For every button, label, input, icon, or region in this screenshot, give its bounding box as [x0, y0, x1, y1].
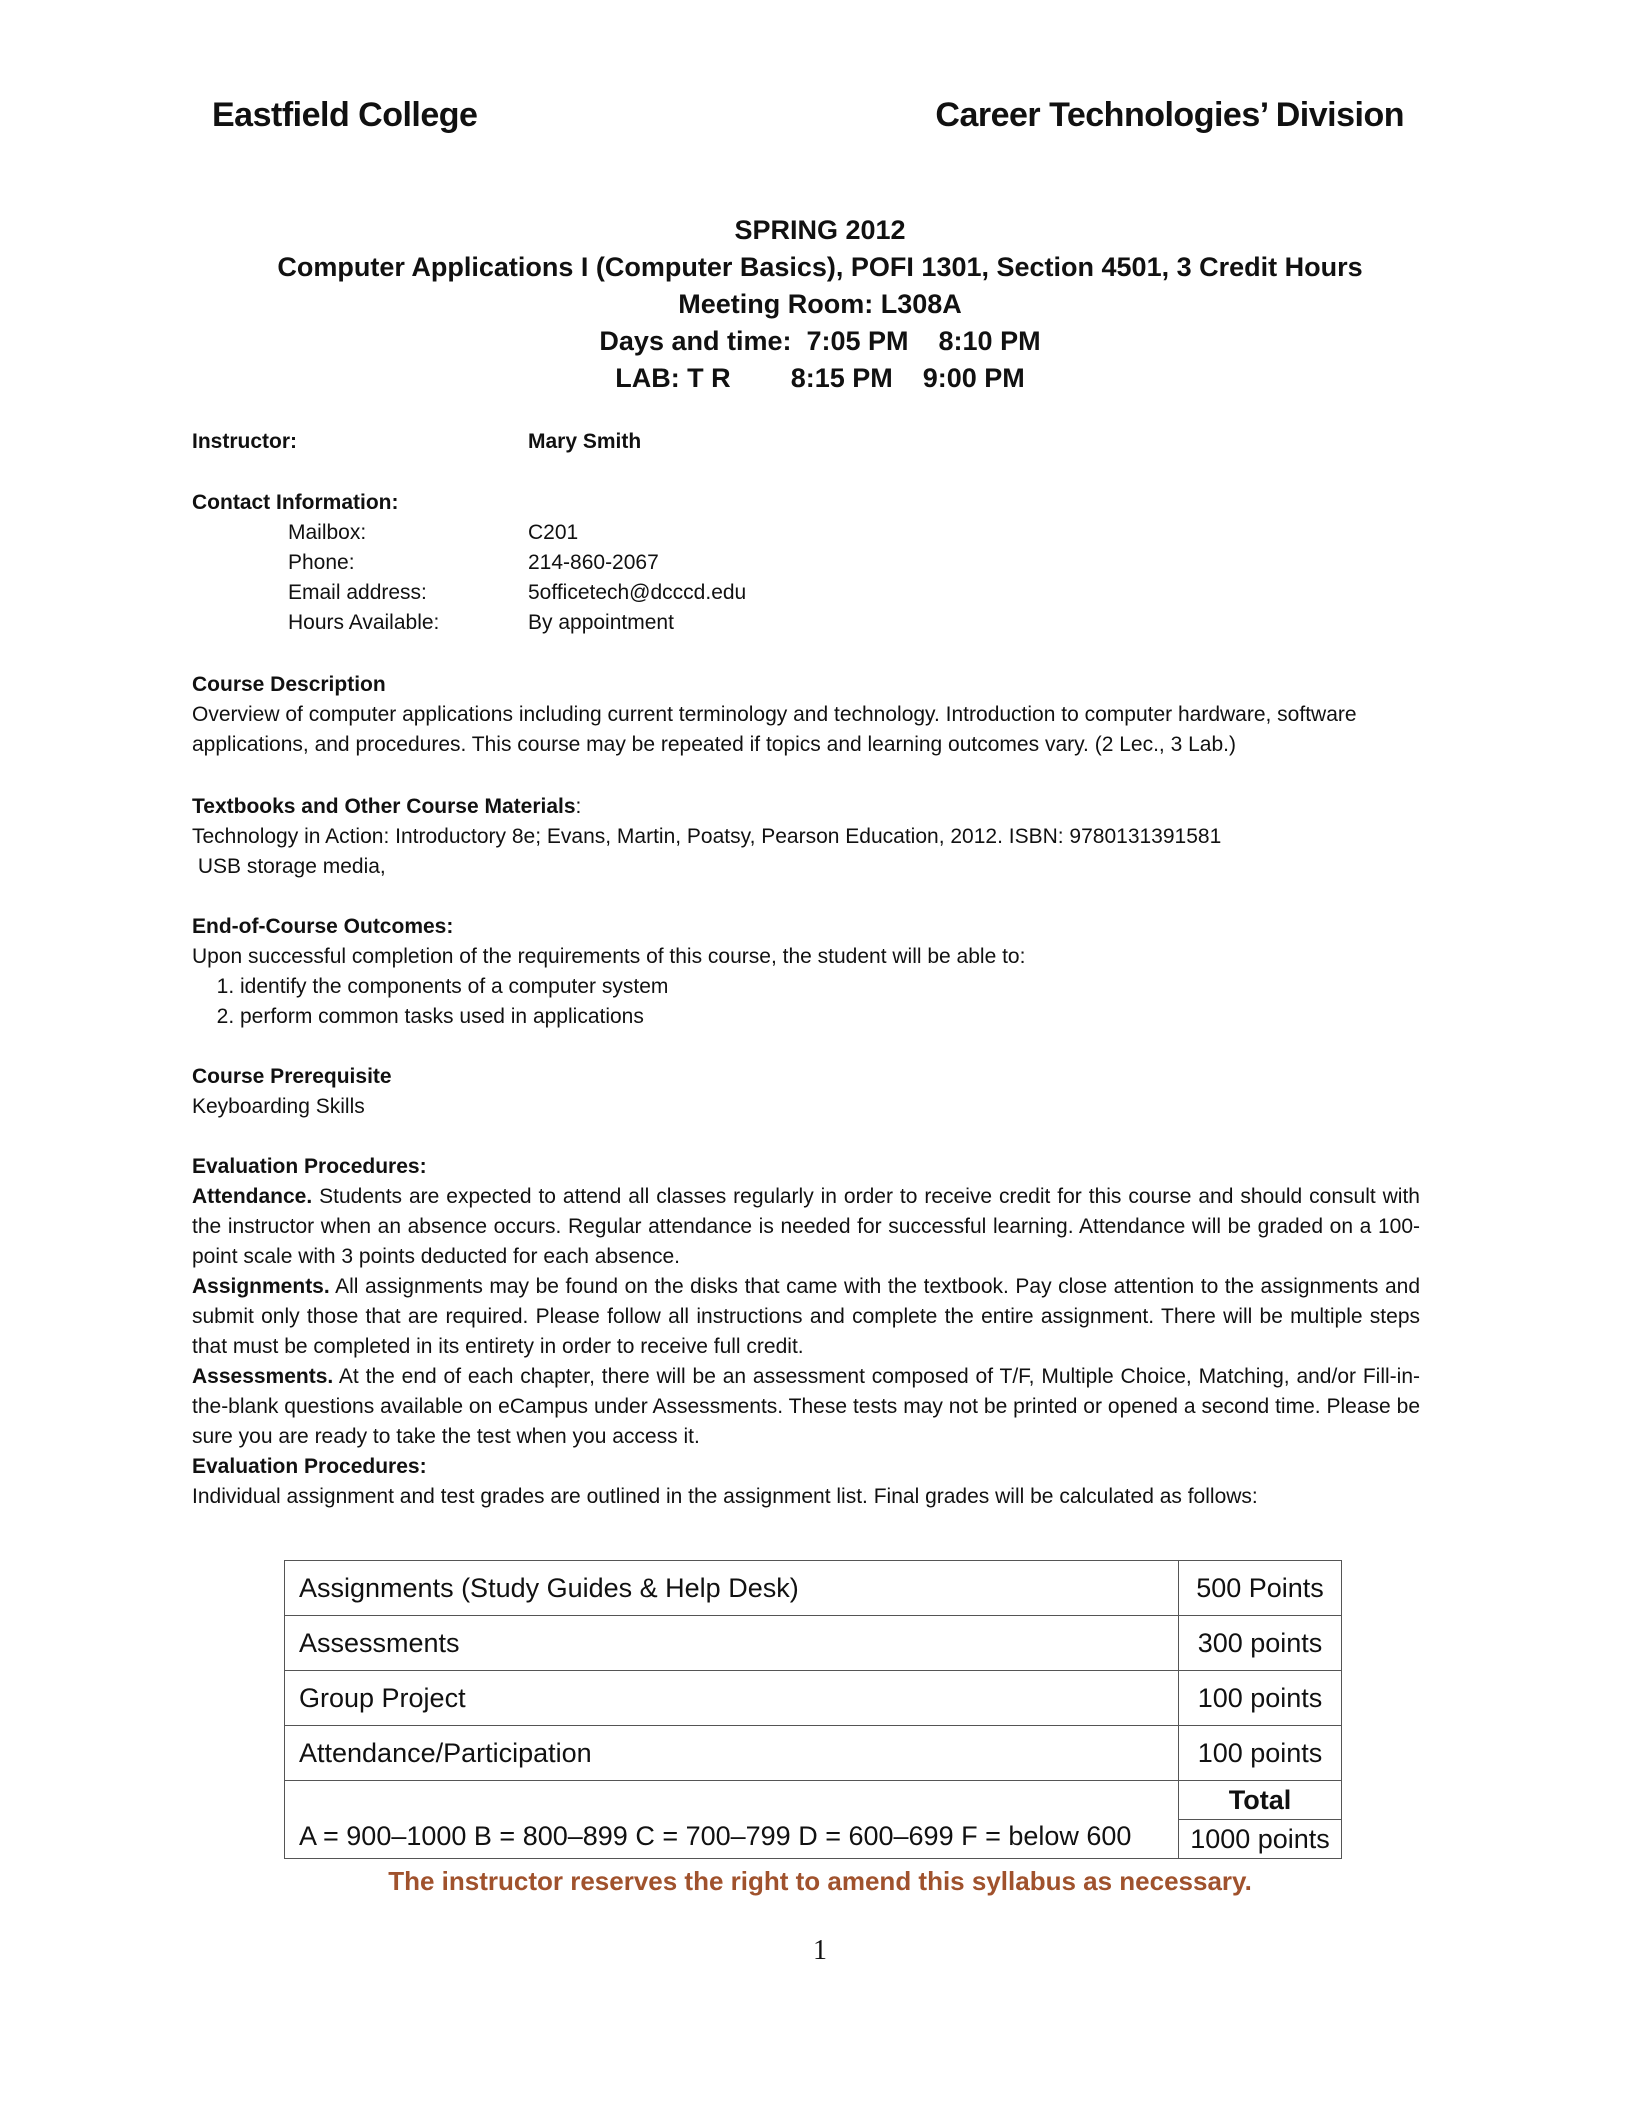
- instructor-label: Instructor:: [192, 430, 297, 453]
- lab-time: LAB: T R 8:15 PM 9:00 PM: [615, 363, 1025, 393]
- grade-points: 300 points: [1179, 1616, 1342, 1671]
- course-description-heading: Course Description: [192, 673, 386, 696]
- table-row: [285, 1781, 1342, 1820]
- course-title-block: [0, 212, 1640, 397]
- course-description-text: Overview of computer applications including current terminology and technology. Introduction to computer hardware, software applications, and procedures. This course may be repeated if topics and learning outcomes vary. (2 Lec., 3 Lab.): [192, 703, 1357, 756]
- college-name: Eastfield College: [212, 96, 478, 134]
- prerequisite-section: [192, 1062, 1452, 1122]
- contact-row-phone: Phone: 214-860-2067: [288, 551, 659, 574]
- evaluation-section: [192, 1152, 1420, 1512]
- division-name: Career Technologies’ Division: [935, 96, 1404, 134]
- assignments-paragraph: Assignments. All assignments may be found on the disks that came with the textbook. Pay close attention to the assignments and submit only those that are required. Please follow all instructions and complete the entire assignment. There will be multiple steps that must be completed in its entirety in order to receive full credit.: [192, 1275, 1420, 1358]
- total-label: Total: [1179, 1781, 1342, 1820]
- grade-item: Group Project: [285, 1671, 1179, 1726]
- meeting-room: Meeting Room: L308A: [678, 289, 962, 319]
- prerequisite-heading: Course Prerequisite: [192, 1065, 392, 1088]
- table-row: [285, 1616, 1342, 1671]
- grade-scale: A = 900–1000 B = 800–899 C = 700–799 D = 600–699 F = below 600: [285, 1781, 1179, 1859]
- term: SPRING 2012: [734, 215, 906, 245]
- outcome-item: 2. perform common tasks used in applications: [240, 1002, 1452, 1032]
- contact-row-mailbox: Mailbox: C201: [288, 521, 579, 544]
- grade-points: 100 points: [1179, 1671, 1342, 1726]
- grade-points: 100 points: [1179, 1726, 1342, 1781]
- contact-row-hours: Hours Available: By appointment: [288, 611, 674, 634]
- total-points: 1000 points: [1179, 1820, 1342, 1859]
- storage-media-line: USB storage media,: [192, 855, 386, 878]
- course-description-section: [192, 670, 1452, 760]
- table-row: [285, 1561, 1342, 1616]
- grade-table: [284, 1560, 1342, 1859]
- email-link[interactable]: 5officetech@dcccd.edu: [528, 581, 747, 604]
- amend-notice: The instructor reserves the right to amend this syllabus as necessary.: [388, 1866, 1252, 1896]
- contact-row-email: Email address: 5officetech@dcccd.edu: [288, 581, 747, 604]
- attendance-paragraph: Attendance. Students are expected to attend all classes regularly in order to receive credit for this course and should consult with the instructor when an absence occurs. Regular attendance is needed for successful learning. Attendance will be graded on a 100-point scale with 3 points deducted for each absence.: [192, 1185, 1420, 1268]
- outcomes-section: [192, 912, 1452, 1032]
- instructor-name: Mary Smith: [528, 430, 642, 453]
- evaluation-heading: Evaluation Procedures:: [192, 1155, 427, 1178]
- page-number: 1: [813, 1935, 827, 1966]
- table-row: [285, 1726, 1342, 1781]
- grade-item: Assessments: [285, 1616, 1179, 1671]
- textbook-line: Technology in Action: Introductory 8e; Evans, Martin, Poatsy, Pearson Education, 2012. ISBN: 9780131391581: [192, 825, 1222, 848]
- grade-item: Assignments (Study Guides & Help Desk): [285, 1561, 1179, 1616]
- grade-points: 500 Points: [1179, 1561, 1342, 1616]
- grades-intro: Individual assignment and test grades are outlined in the assignment list. Final grades will be calculated as follows:: [192, 1485, 1258, 1508]
- outcomes-list: [192, 972, 1452, 1032]
- evaluation-heading-2: Evaluation Procedures:: [192, 1455, 427, 1478]
- outcomes-intro: Upon successful completion of the requirements of this course, the student will be able to:: [192, 945, 1026, 968]
- textbooks-heading: Textbooks and Other Course Materials:: [192, 795, 582, 818]
- table-row: [285, 1671, 1342, 1726]
- outcomes-heading: End-of-Course Outcomes:: [192, 915, 454, 938]
- days-and-time: Days and time: 7:05 PM 8:10 PM: [599, 326, 1041, 356]
- grade-item: Attendance/Participation: [285, 1726, 1179, 1781]
- prerequisite-text: Keyboarding Skills: [192, 1095, 365, 1118]
- contact-heading: Contact Information:: [192, 491, 399, 514]
- outcome-item: 1. identify the components of a computer system: [240, 972, 1452, 1002]
- textbooks-section: [192, 792, 1452, 882]
- assessments-paragraph: Assessments. At the end of each chapter, there will be an assessment composed of T/F, Multiple Choice, Matching, and/or Fill-in-the-blank questions available on eCampus under Assessments. These tests may not be printed or opened a second time. Please be sure you are ready to take the test when you access it.: [192, 1365, 1420, 1448]
- course-title: Computer Applications I (Computer Basics), POFI 1301, Section 4501, 3 Credit Hours: [277, 252, 1363, 282]
